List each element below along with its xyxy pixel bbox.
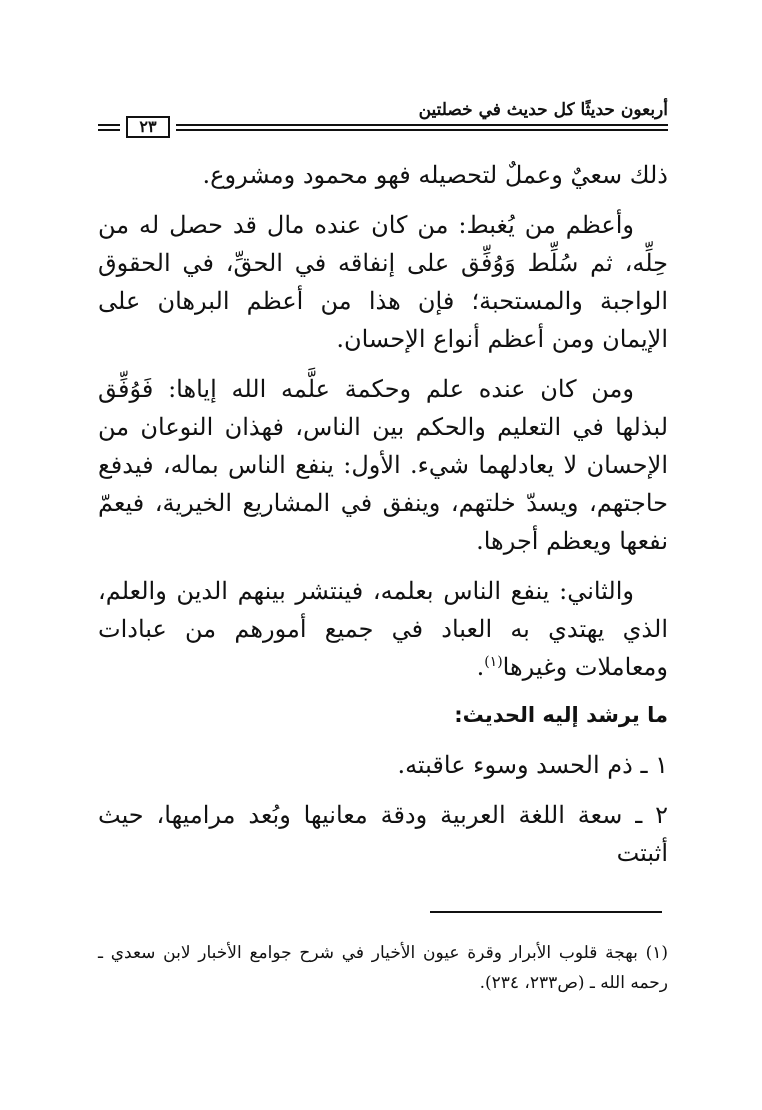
footnote-reference[interactable]: (١) (484, 654, 503, 670)
section-heading: ما يرشد إليه الحديث: (454, 703, 668, 727)
paragraph-4-end: . (476, 653, 485, 681)
paragraph-4 (98, 572, 668, 686)
footnote-separator (430, 911, 662, 913)
paragraph-3: ومن كان عنده علم وحكمة علَّمه الله إياها: فَوُفِّق لبذلها في التعليم والحكم بين الناس، فهذان النوعان من الإحسان لا يعادلهما شيء. الأول: ينفع الناس بماله، فيدفع حاجتهم، ويسدّ خلتهم، وينفق في المشاريع الخيرية، فيعمّ نفعها ويعظم أجرها. (98, 375, 668, 555)
page-header (98, 100, 668, 146)
paragraph-2: وأعظم من يُغبط: من كان عنده مال قد حصل له من حِلِّه، ثم سُلِّط وَوُفِّق على إنفاقه في الحقِّ، في الحقوق الواجبة والمستحبة؛ فإن هذا من أعظم البرهان على الإيمان ومن أعظم أنواع الإحسان. (98, 211, 668, 353)
list-item-1: ١ ـ ذم الحسد وسوء عاقبته. (397, 751, 668, 779)
paragraph-4-text: والثاني: ينفع الناس بعلمه، فينتشر بينهم الدين والعلم، الذي يهتدي به العباد في جميع أمورهم من عبادات ومعاملات وغيرها (98, 577, 668, 681)
paragraph-1: ذلك سعيٌ وعملٌ لتحصيله فهو محمود ومشروع. (202, 161, 668, 189)
footnote (98, 938, 668, 998)
header-rule-left (98, 124, 120, 131)
page-number: ٢٣ (126, 116, 170, 138)
list-item-2: ٢ ـ سعة اللغة العربية ودقة معانيها وبُعد مراميها، حيث أثبتت (98, 801, 668, 867)
footnote-text: (١) بهجة قلوب الأبرار وقرة عيون الأخيار في شرح جوامع الأخبار لابن سعدي ـ رحمه الله ـ (ص٢٣٣، ٢٣٤). (98, 943, 668, 993)
header-rule (176, 124, 668, 131)
running-title: أربعون حديثًا كل حديث في خصلتين (418, 100, 668, 120)
body-text (98, 156, 668, 884)
